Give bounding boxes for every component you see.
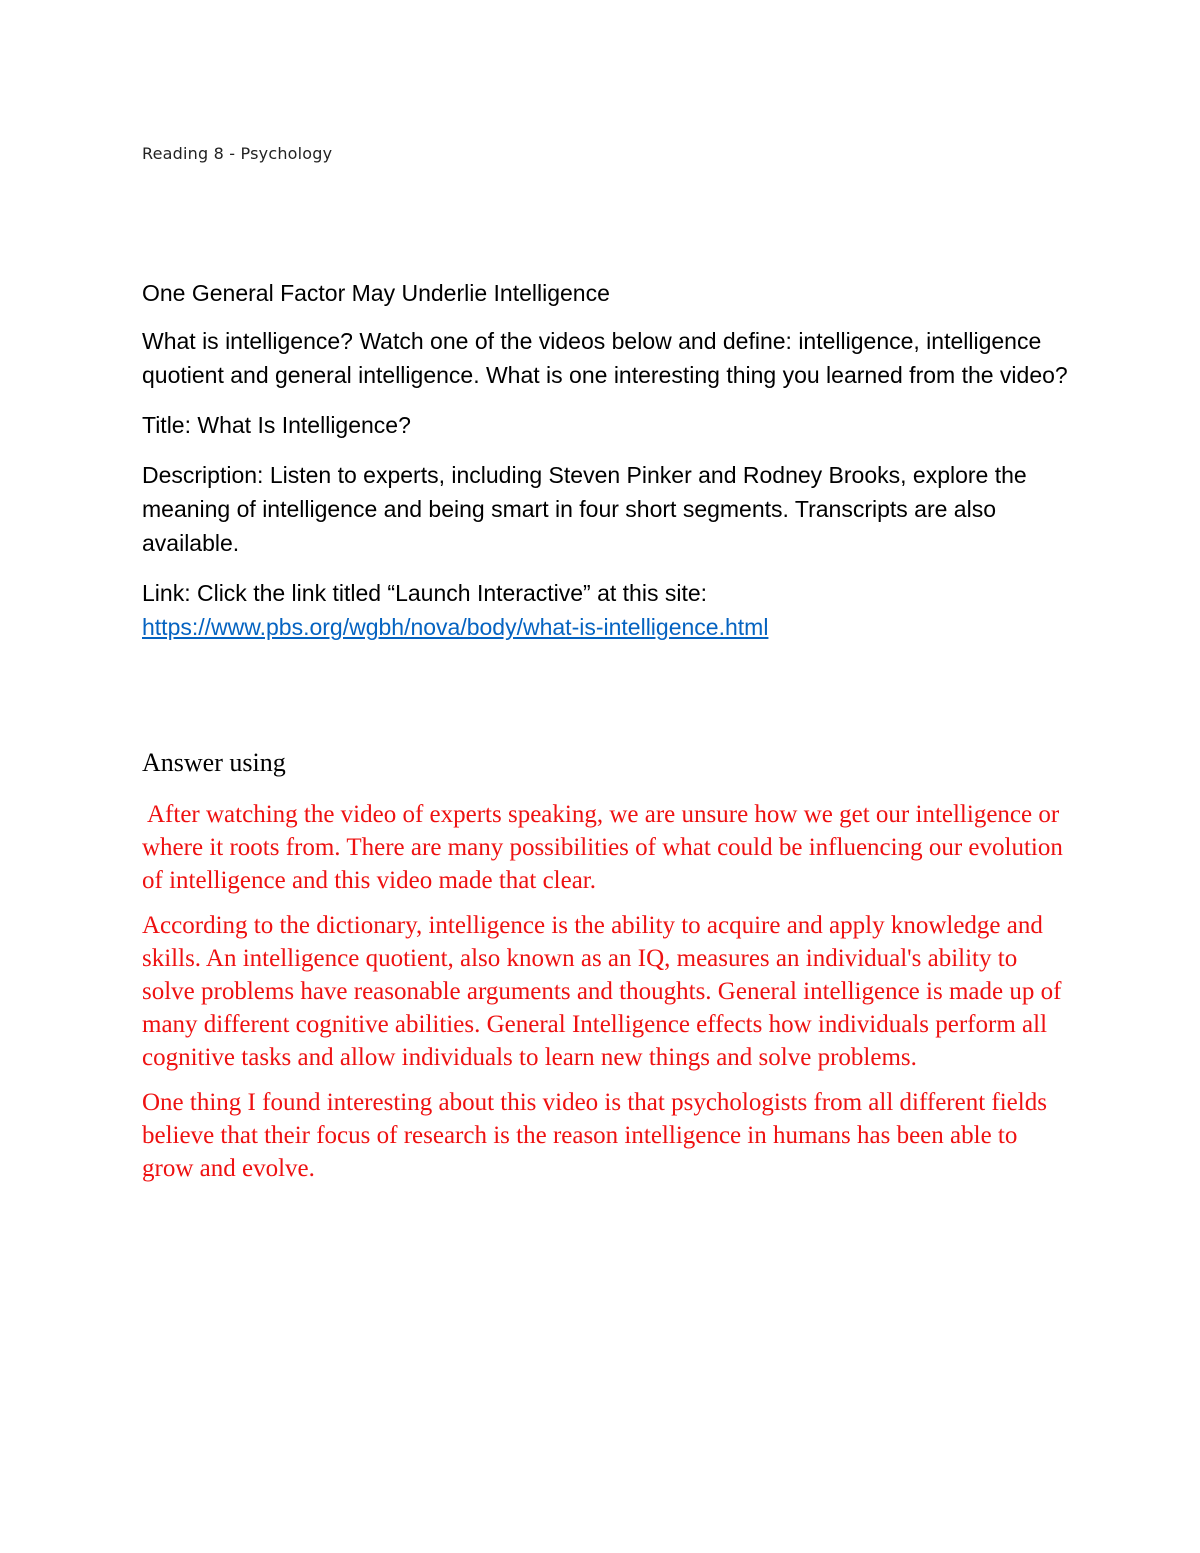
video-title: Title: What Is Intelligence? [142,412,411,438]
answer-paragraph: After watching the video of experts speaking, we are unsure how we get our intelligence or where it roots from. There are many possibilities of what could be influencing our evolution of intelligence and this video made that clear. [142,801,1063,894]
answer-section [142,798,1072,1197]
page-header: Reading 8 - Psychology [142,144,333,163]
answer-label: Answer using [142,748,286,777]
assignment-heading: One General Factor May Underlie Intelligence [142,280,610,306]
assignment-section [142,276,1072,660]
video-link[interactable]: https://www.pbs.org/wgbh/nova/body/what-is-intelligence.html [142,614,769,640]
video-description: Description: Listen to experts, including Steven Pinker and Rodney Brooks, explore the meaning of intelligence and being smart in four short segments. Transcripts are also available. [142,462,1027,556]
assignment-prompt: What is intelligence? Watch one of the videos below and define: intelligence, intelligence quotient and general intelligence. What is one interesting thing you learned from the video? [142,328,1068,388]
link-intro: Link: Click the link titled “Launch Interactive” at this site: [142,580,708,606]
link-paragraph [142,576,1072,644]
answer-paragraph: According to the dictionary, intelligence is the ability to acquire and apply knowledge and skills. An intelligence quotient, also known as an IQ, measures an individual's ability to solve problems have reasonable arguments and thoughts. General intelligence is made up of many different cognitive abilities. General Intelligence effects how individuals perform all cognitive tasks and allow individuals to learn new things and solve problems. [142,912,1062,1071]
answer-paragraph: One thing I found interesting about this video is that psychologists from all different fields believe that their focus of research is the reason intelligence in humans has been able to grow and evolve. [142,1089,1047,1182]
